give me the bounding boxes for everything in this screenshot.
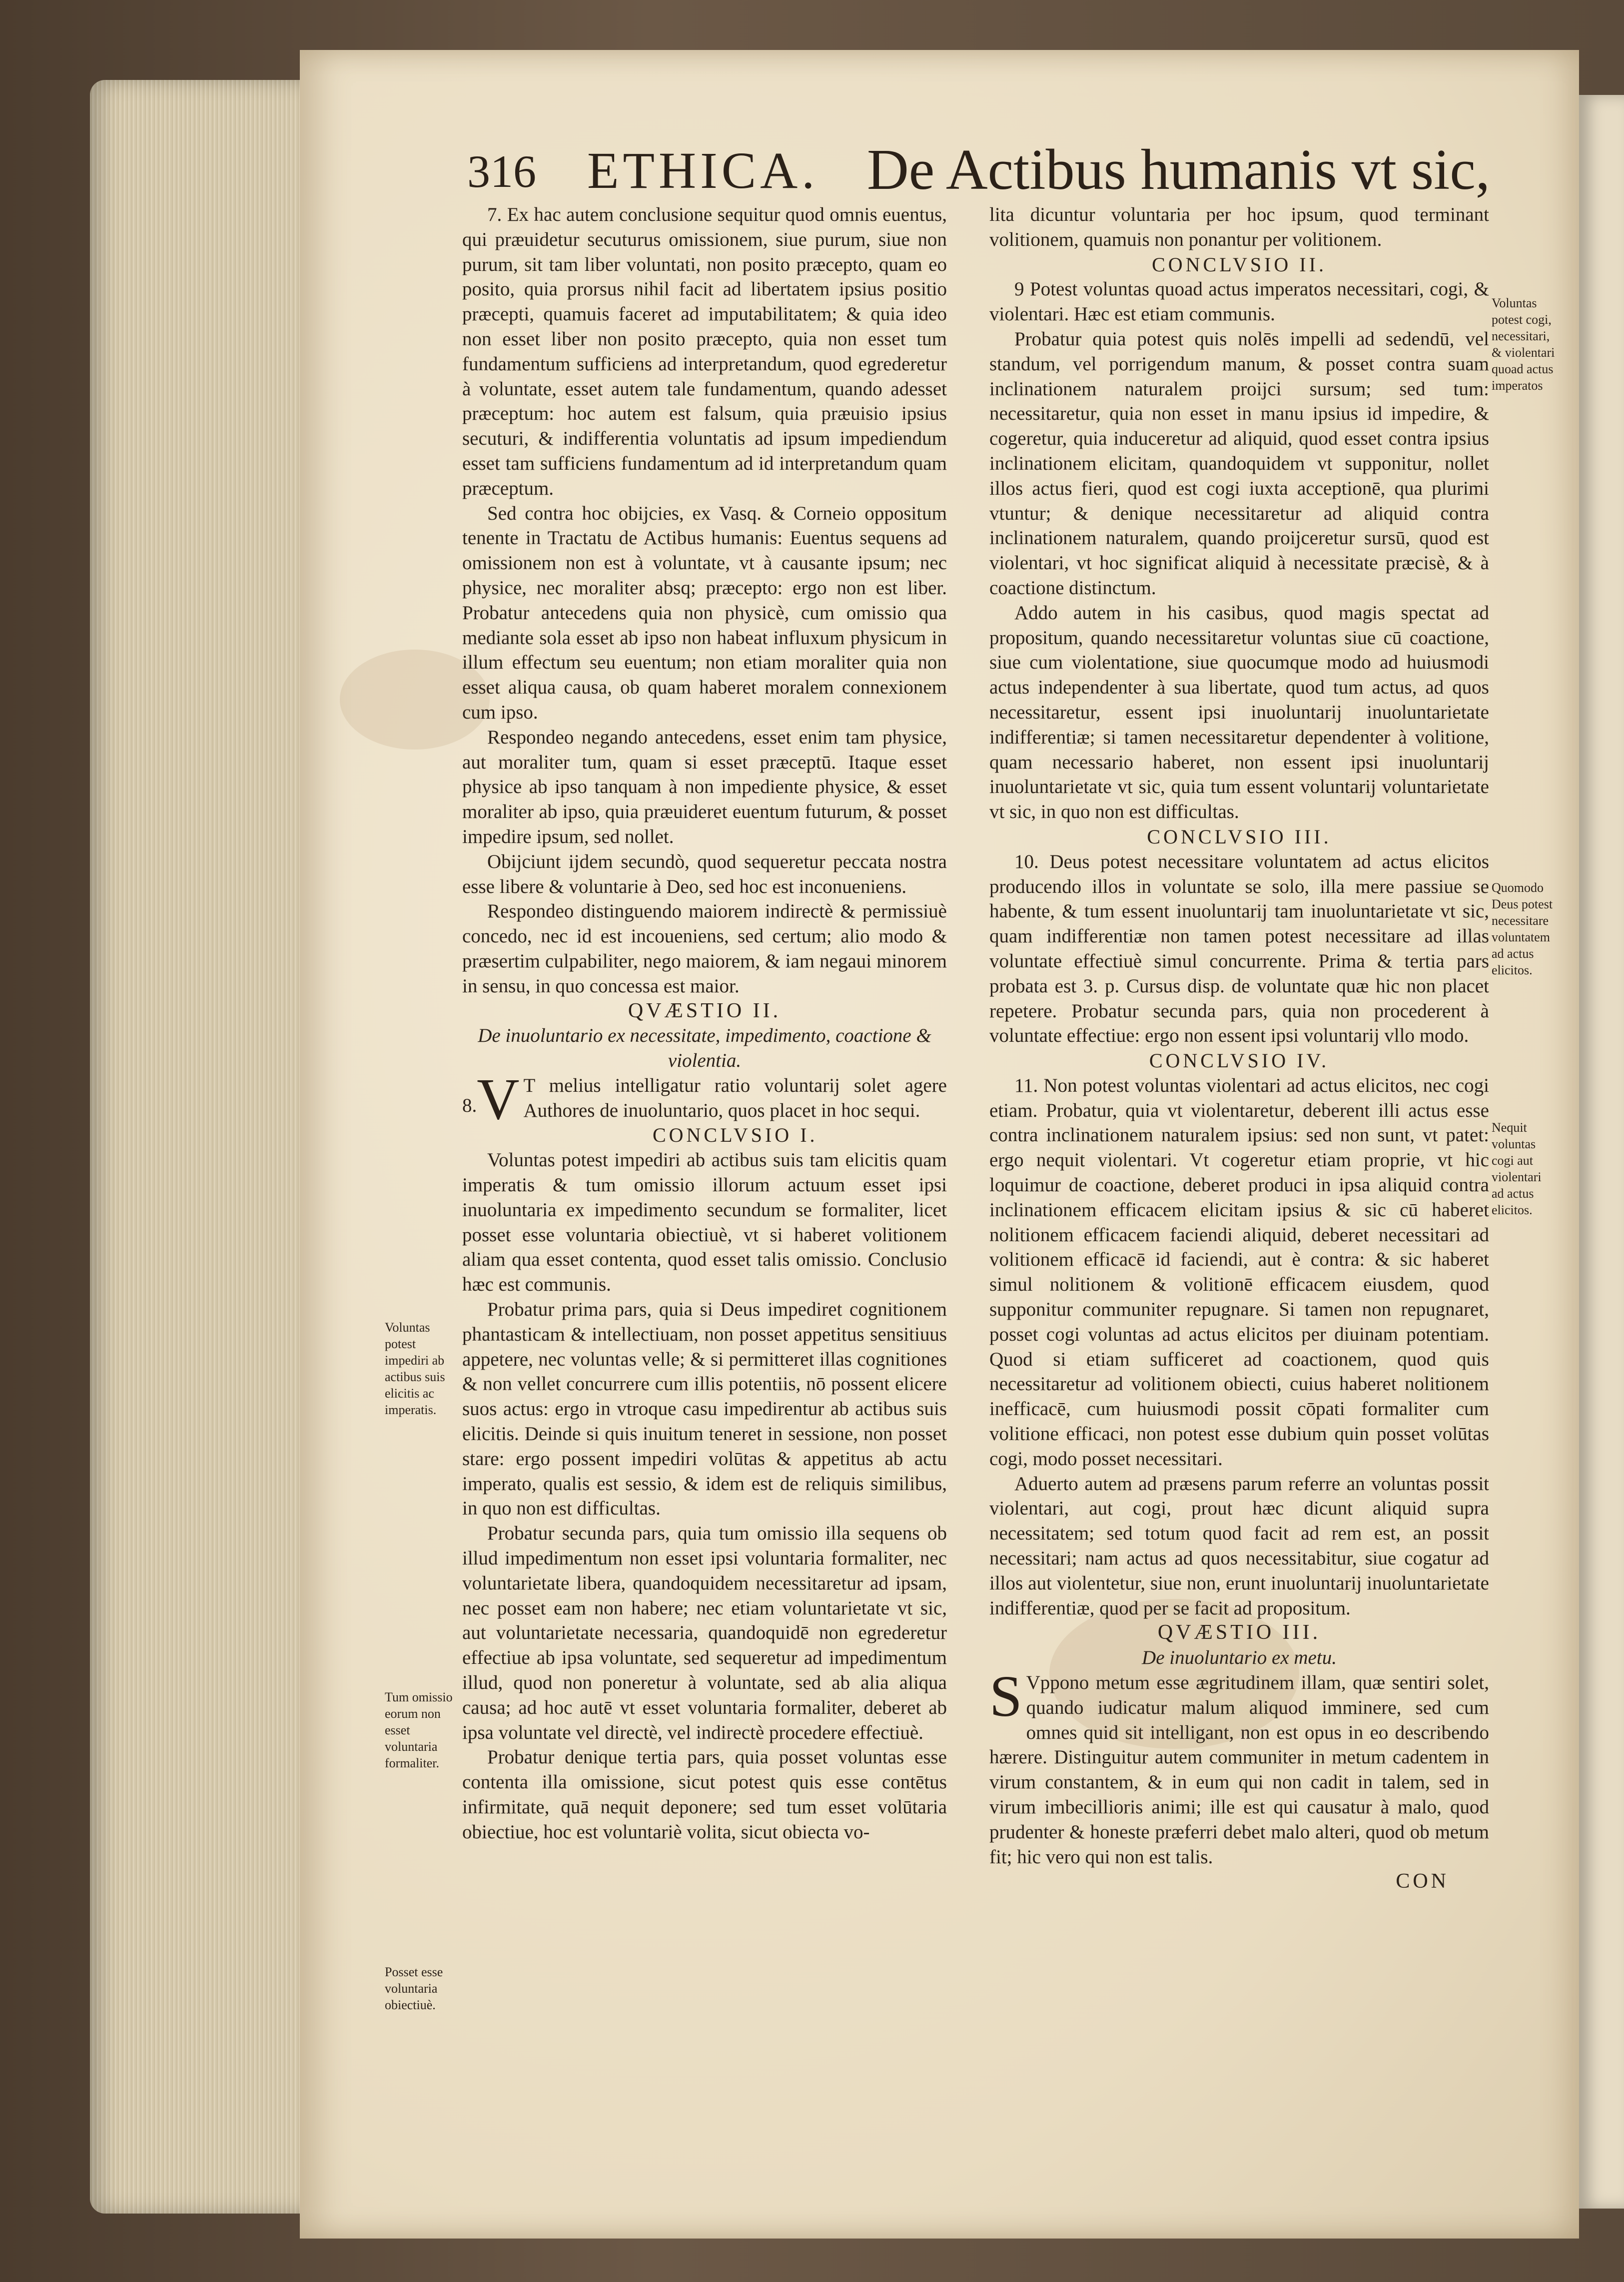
- body-paragraph: Obijciunt ijdem secundò, quod sequeretur peccata nostra esse libere & voluntarie à Deo, sed hoc est inconueniens.: [462, 850, 947, 897]
- book-fore-edge: [90, 80, 310, 2214]
- running-head: ETHICA.: [587, 142, 819, 199]
- question-subtitle: De inuoluntario ex metu.: [1142, 1647, 1337, 1669]
- dropcap-paragraph: [462, 1066, 947, 1132]
- body-paragraph: 7. Ex hac autem conclusione sequitur quod omnis euentus, qui præuidetur secuturus omissionem, siue purum, siue non purum, sit tam liber voluntati, non posito præcepto, quam eo posito, quia prorsus nihil facit ad libertatem ipsius positio præcepti, quamuis faceret ad imputabilitatem; & quia ideo non esset liber non posito præcepto, quia non esset tum fundamentum sufficiens ad interpretandum, quod egrederetur à voluntate, esset autem tale fundamentum, quando adesset præceptum: hoc autem est falsum, quia præuisio ipsius secuturi, & indifferentia voluntatis ad ipsum impediendum esset tam sufficiens fundamentum ad id interpretandum quam præceptum.: [462, 204, 947, 499]
- margin-note-left-3: Posset esse voluntaria obiectiuè.: [385, 1965, 443, 2012]
- margin-note-right-1: Voluntas potest cogi, necessitari, & violentari quoad actus imperatos: [1492, 296, 1555, 393]
- paragraph-text: T melius intelligatur ratio voluntarij solet agere Authores de inuoluntario, quos placet in hoc sequi.: [523, 1074, 947, 1121]
- question-heading: QVÆSTIO II.: [628, 999, 782, 1022]
- body-paragraph: 10. Deus potest necessitare voluntatem ad actus elicitos producendo illos in voluntate se solo, illa mere passiue se habente, & tum essent inuoluntarij tam inuoluntarietate vt sic, quam indifferentiæ non tamen potest necessitare ad illas voluntate effectiuè simul concurrente. Prima & tertia pars probata est 3. p. Cursus disp. de voluntate quæ hic non placet repetere. Probatur secunda pars, quia non procederent à voluntate effectiue: ergo non essent ipsi voluntarij vllo modo.: [989, 850, 1489, 1047]
- left-text-column: [462, 202, 947, 1845]
- body-paragraph: Respondeo negando antecedens, esset enim tam physice, aut moraliter tum, quam si esset præceptū. Itaque esset physice ab ipso tanquam à non impediente physice, & esset moraliter ab ipso, quia præuideret euentum futurum, & posset impedire ipsum, sed nollet.: [462, 726, 947, 847]
- body-paragraph: 9 Potest voluntas quoad actus imperatos necessitari, cogi, & violentari. Hæc est etiam communis.: [989, 278, 1489, 325]
- margin-note-left-2: Tum omissio eorum non esset voluntaria formaliter.: [385, 1690, 453, 1770]
- margin-note-left-1: Voluntas potest impediri ab actibus suis elicitis ac imperatis.: [385, 1320, 445, 1417]
- page-number: 316: [467, 146, 536, 197]
- conclusion-heading: CONCLVSIO III.: [1147, 825, 1332, 848]
- body-paragraph: Aduerto autem ad præsens parum referre an voluntas possit violentari, aut cogi, prout hæc dicunt aliquid supra necessitatem; sed totum quod facit ad rem est, an possit necessitari; nam actus ad quos necessitabitur, siue cogatur ad illos aut violentetur, siue non, erunt inuoluntarij inuoluntarietate indifferentiæ, quod per se facit ad propositum.: [989, 1473, 1489, 1619]
- body-paragraph: Respondeo distinguendo maiorem indirectè & permissiuè concedo, nec id est incoueniens, sed certum; alio modo & præsertim culpabiliter, nego maiorem, & iam negaui minorem in sensu, in quo concessa est maior.: [462, 900, 947, 997]
- body-paragraph: Probatur prima pars, quia si Deus impediret cognitionem phantasticam & intellectiuam, non posset appetitus sensitiuus appetere, nec voluntas velle; & si permitteret illas cognitiones & non vellet concurrere cum illis potentiis, nō possent elicere suos actus: ergo in vtroque casu impedirentur ab actibus suis elicitis. Deinde si quis inuitum teneret in sessione, non posset stare: ergo possent impediri volūtas & appetitus ab actu imperato, qualis est sessio, & idem est de reliquis similibus, in quo non est difficultas.: [462, 1299, 947, 1520]
- conclusion-heading: CONCLVSIO IV.: [1149, 1049, 1330, 1072]
- body-paragraph: Probatur denique tertia pars, quia posset voluntas esse contenta illa omissione, sicut potest quis esse contētus infirmitate, quā nequit deponere; sed tum esset volūtaria obiectiue, hoc est voluntariè volita, sicut obiecta vo-: [462, 1746, 947, 1843]
- conclusion-heading: CONCLVSIO II.: [1152, 253, 1327, 276]
- drop-capital: S: [989, 1663, 1022, 1729]
- drop-capital: V: [477, 1066, 520, 1132]
- dropcap-paragraph: [989, 1663, 1489, 1869]
- body-paragraph: Probatur secunda pars, quia tum omissio illa sequens ob illud impedimentum non esset ipsi voluntaria formaliter, nec voluntarietate libera, quandoquidem necessitaretur ad ipsam, nec posset eam non habere; nec etiam voluntarietate vt sic, aut voluntarietate necessaria, quandoquidē non egrederetur effectiue ab ipsa voluntate, sed sequeretur ad impedimentum illud, quod non poneretur à voluntate, sed ab alia aliqua causa; ad hoc autē vt esset voluntaria formaliter, deberet ab ipsa voluntate vel directè, vel indirectè procedere effectiuè.: [462, 1522, 947, 1743]
- catchword: CON: [1396, 1870, 1449, 1893]
- body-paragraph: lita dicuntur voluntaria per hoc ipsum, quod terminant volitionem, quamuis non ponantur per volitionem.: [989, 204, 1489, 250]
- question-heading: QVÆSTIO III.: [1157, 1621, 1321, 1644]
- body-paragraph: Voluntas potest impediri ab actibus suis tam elicitis quam imperatis & tum omissio illorum actuum esset ipsi inuoluntaria ex impedimento secundum se formaliter, licet posset esse voluntaria obiectiuè, vt si haberet volitionem aliam qua esset contenta, quod esset talis omissio. Conclusio hæc est communis.: [462, 1149, 947, 1296]
- body-paragraph: Probatur quia potest quis nolēs impelli ad sedendū, vel standum, vel porrigendum manum, & posset contra suam inclinationem naturalem proijci sursum; sed tum: necessitaretur, quia non esset in manu ipsius id impedire, & cogeretur, quia induceretur ad aliquid, quod esset contra ipsius inclinationem elicitam, quandoquidem vt supponitur, nollet illos actus fieri, quod est cogi iuxta acceptionē, qua plurimi vtuntur; & denique necessitaretur ad aliquid contra inclinationem naturalem, quando proijceretur sursū, quod est violentari, vt hoc significat aliquid à necessitate præcisè, & à coactione distinctum.: [989, 328, 1489, 599]
- body-paragraph: Sed contra hoc obijcies, ex Vasq. & Corneio oppositum tenente in Tractatu de Actibus humanis: Euentus sequens ad omissionem non est à voluntate, vt à causante ipsum; nec physice, nec moraliter absq; præcepto: ergo non est liber. Probatur antecedens quia non physicè, cum omissio qua mediante sola esset ab ipso non habeat influxum physicum in illum effectum seu euentum; non etiam moraliter quia non esset aliqua causa, ob quam haberet moralem connexionem cum ipso.: [462, 502, 947, 723]
- paragraph-text: Vppono metum esse ægritudinem illam, quæ sentiri solet, quando iudicatur malum aliquod imminere, sed cum omnes quid sit intelligant, non est opus in eo describendo hærere. Distinguitur autem communiter in metum cadentem in virum constantem, & in eum qui non cadit in talem, sed in virum imbecillioris animi; ille est qui causatur à malo, quod prudenter & honeste præferri debet malo alteri, quod ob metum fit; hic vero qui non est talis.: [989, 1672, 1489, 1868]
- question-subtitle: De inuoluntario ex necessitate, impedimento, coactione & violentia.: [478, 1025, 931, 1072]
- body-paragraph: 11. Non potest voluntas violentari ad actus elicitos, nec cogi etiam. Probatur, quia vt violentaretur, deberent illi actus esse contra inclinationem naturalem ipsius: sed non sunt, vt patet: ergo nequit violentari. Vt cogeretur etiam proprie, vt hic loquimur de coactione, deberet produci in ipsa aliquid contra inclinationem efficacem elicitam ipsius & sic cū haberet nolitionem efficacem faciendi aliquid, deberet necessitari ad volitionem efficacē id faciendi, aut è contra: & sic haberet simul nolitionem & volitionē efficacem eiusdem, quod supponitur communiter repugnare. Si tamen non repugnaret, posset cogi voluntas ad actus elicitos per diuinam potentiam. Quod si etiam sufficeret ad coactionem, quod quis necessitaretur ad volitionem obiecti, cuius haberet nolitionem inefficacē, cum huiusmodi possit cōpati formaliter cum volitione efficaci, non potest esse dubium quin posset volūtas cogi, modo posset necessitari.: [989, 1074, 1489, 1470]
- margin-note-right-3: Nequit voluntas cogi aut violentari ad actus elicitos.: [1492, 1120, 1542, 1217]
- conclusion-heading: CONCLVSIO I.: [652, 1124, 818, 1147]
- paragraph-number: 8.: [462, 1094, 477, 1116]
- running-title: De Actibus humanis vt sic,: [867, 138, 1490, 202]
- body-paragraph: Addo autem in his casibus, quod magis spectat ad propositum, quando necessitaretur voluntas siue cū coactione, siue cum violentatione, siue quocumque modo ad huiusmodi actus independenter à sua libertate, quod tum actus, ad quos necessitaretur, essent ipsi inuoluntarij inuoluntarietate indifferentiæ; si tamen necessitaretur dependenter à volitione, quam necessario haberet, non essent ipsi inuoluntarij inuoluntarietate vt sic, quia tum essent voluntarij voluntarietate vt sic, in quo non est difficultas.: [989, 602, 1489, 823]
- margin-note-right-2: Quomodo Deus potest necessitare voluntatem ad actus elicitos.: [1492, 880, 1553, 977]
- right-text-column: [989, 202, 1489, 1894]
- facing-page-edge: [1579, 95, 1624, 2209]
